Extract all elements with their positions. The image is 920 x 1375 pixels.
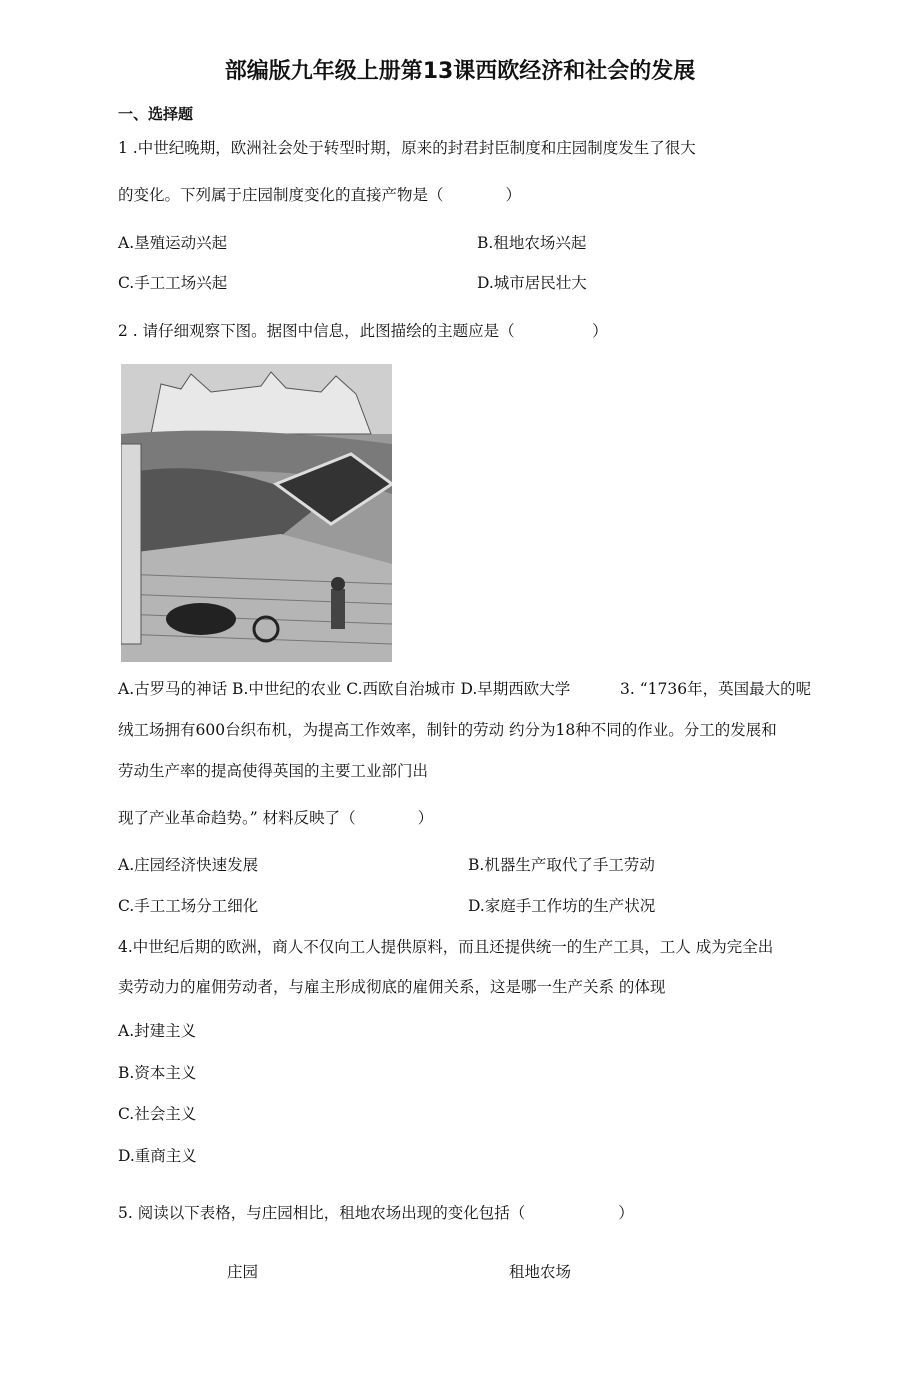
section-heading: 一、选择题 bbox=[118, 105, 194, 123]
q1-option-c: C.手工工场兴起 bbox=[118, 274, 228, 292]
q4-option-b: B.资本主义 bbox=[118, 1064, 197, 1082]
q4-option-d: D.重商主义 bbox=[118, 1147, 197, 1165]
q3-option-c: C.手工工场分工细化 bbox=[118, 897, 259, 915]
q3-stem-line1: 3. “1736年，英国最大的呢 bbox=[620, 680, 812, 698]
table-header-leased-farm: 租地农场 bbox=[509, 1263, 572, 1281]
q3-option-d: D.家庭手工作坊的生产状况 bbox=[468, 897, 656, 915]
q2-stem: 2 . 请仔细观察下图。据图中信息，此图描绘的主题应是（ ） bbox=[118, 322, 608, 340]
q4-stem-line2: 卖劳动力的雇佣劳动者，与雇主形成彻底的雇佣关系，这是哪一生产关系 的体现 bbox=[118, 978, 666, 996]
page-title: 部编版九年级上册第13课西欧经济和社会的发展 bbox=[224, 59, 696, 84]
q4-option-a: A.封建主义 bbox=[118, 1022, 197, 1040]
q3-stem-line2: 绒工场拥有600台织布机，为提高工作效率，制针的劳动 约分为18种不同的作业。分工的发展和 bbox=[118, 721, 777, 739]
q1-stem-line2: 的变化。下列属于庄园制度变化的直接产物是（ ） bbox=[118, 186, 522, 204]
q1-stem-line1: 1 .中世纪晚期，欧洲社会处于转型时期，原来的封君封臣制度和庄园制度发生了很大 bbox=[118, 139, 696, 157]
table-header-manor: 庄园 bbox=[227, 1263, 259, 1281]
q1-option-a: A.垦殖运动兴起 bbox=[118, 234, 228, 252]
q2-options: A.古罗马的神话 B.中世纪的农业 C.西欧自治城市 D.早期西欧大学 bbox=[118, 680, 571, 698]
q4-option-c: C.社会主义 bbox=[118, 1105, 197, 1123]
q5-stem: 5. 阅读以下表格，与庄园相比，租地农场出现的变化包括（ ） bbox=[118, 1204, 634, 1222]
q1-option-d: D.城市居民壮大 bbox=[477, 274, 587, 292]
q3-option-b: B.机器生产取代了手工劳动 bbox=[468, 856, 655, 874]
q3-option-a: A.庄园经济快速发展 bbox=[118, 856, 259, 874]
q3-stem-line3: 劳动生产率的提高使得英国的主要工业部门出 bbox=[118, 762, 429, 780]
q1-option-b: B.租地农场兴起 bbox=[477, 234, 587, 252]
q4-stem-line1: 4.中世纪后期的欧洲，商人不仅向工人提供原料，而且还提供统一的生产工具，工人 成为完全出 bbox=[118, 938, 774, 956]
q3-stem-line4: 现了产业革命趋势。” 材料反映了（ ） bbox=[118, 809, 434, 827]
medieval-farming-illustration bbox=[121, 364, 392, 662]
